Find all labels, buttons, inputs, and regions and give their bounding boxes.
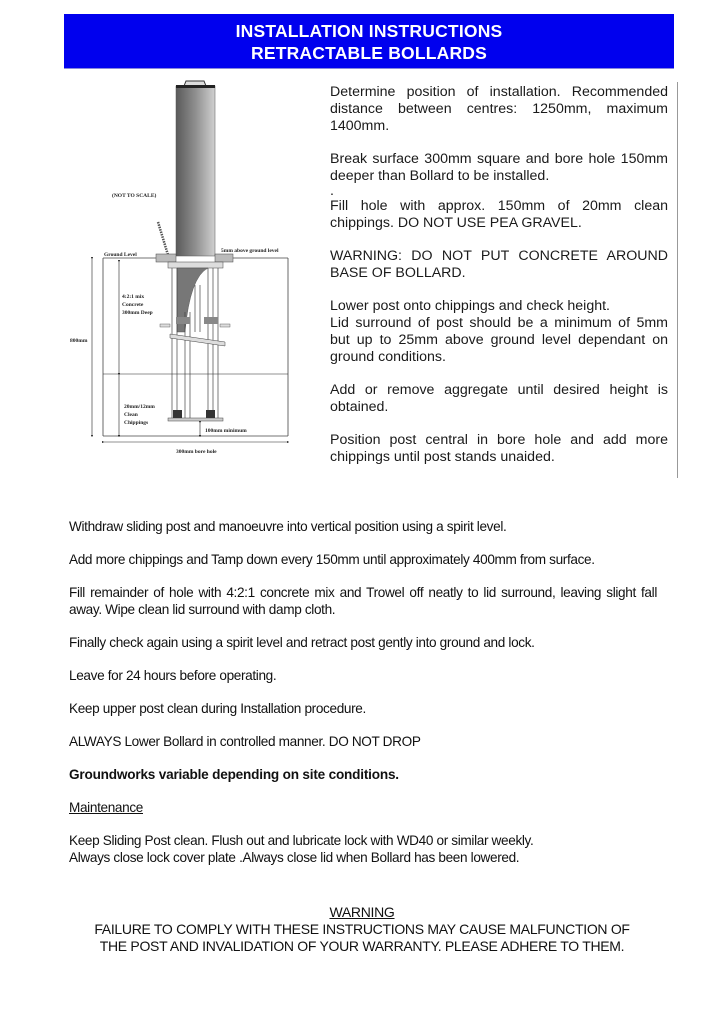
concrete-label-2: Concrete	[122, 302, 144, 308]
step-keep-clean: Keep upper post clean during Installation procedure.	[69, 701, 366, 716]
chippings-label-3: Chippings	[124, 420, 149, 426]
step-break-surface: Break surface 300mm square and bore hole 150mm deeper than Bollard to be installed.	[330, 151, 668, 184]
warning-title: WARNING	[329, 904, 395, 920]
step-fill-concrete: Fill remainder of hole with 4:2:1 concrete mix and Trowel off neatly to lid surround, leaving slight fall away. Wipe clean lid surround with damp cloth.	[69, 585, 657, 617]
step-position: Determine position of installation. Recommended distance between centres: 1250mm, maximum 1400mm.	[330, 84, 668, 134]
base-plate	[168, 418, 223, 421]
warranty-warning	[62, 904, 662, 955]
warning-line-2: THE POST AND INVALIDATION OF YOUR WARRANTY. PLEASE ADHERE TO THEM.	[99, 938, 625, 954]
title-line-1: INSTALLATION INSTRUCTIONS	[235, 21, 503, 41]
lid-surround-right	[215, 254, 233, 262]
warning-line-1: FAILURE TO COMPLY WITH THESE INSTRUCTIONS MAY CAUSE MALFUNCTION OF	[94, 921, 630, 937]
lock-bar	[170, 334, 225, 346]
step-tamp: Add more chippings and Tamp down every 150mm until approximately 400mm from surface.	[69, 552, 595, 567]
installation-steps-lower	[69, 518, 657, 866]
chippings-label-1: 20mm/12mm	[124, 404, 155, 410]
step-lower-controlled: ALWAYS Lower Bollard in controlled manner. DO NOT DROP	[69, 734, 421, 749]
not-to-scale-label: (NOT TO SCALE)	[112, 193, 157, 199]
bollard-post	[176, 86, 215, 256]
step-lid-surround: Lid surround of post should be a minimum of 5mm but up to 25mm above ground level dependant on ground conditions.	[330, 315, 668, 365]
vertical-rule	[677, 82, 678, 478]
maintenance-heading: Maintenance	[69, 800, 143, 815]
step-leave: Leave for 24 hours before operating.	[69, 668, 277, 683]
warning-concrete: WARNING: DO NOT PUT CONCRETE AROUND BASE OF BOLLARD.	[330, 248, 668, 281]
bollard-installation-diagram	[40, 72, 320, 462]
title-banner	[64, 14, 674, 69]
installation-steps-right	[330, 84, 668, 482]
chippings-label-2: Clean	[124, 412, 138, 418]
depth-label: 800mm	[70, 338, 88, 344]
maintenance-line-2: Always close lock cover plate .Always close lid when Bollard has been lowered.	[69, 850, 520, 865]
above-ground-label: 5mm above ground level	[221, 248, 279, 254]
ground-level-label: Ground Level	[104, 252, 137, 258]
step-final-check: Finally check again using a spirit level and retract post gently into ground and lock.	[69, 635, 535, 650]
groundworks-note: Groundworks variable depending on site conditions.	[69, 767, 399, 782]
concrete-label-1: 4:2:1 mix	[122, 294, 145, 300]
step-aggregate: Add or remove aggregate until desired height is obtained.	[330, 382, 668, 415]
step-fill-hole: Fill hole with approx. 150mm of 20mm clean chippings. DO NOT USE PEA GRAVEL.	[330, 198, 668, 231]
minimum-label: 100mm minimum	[205, 428, 247, 434]
lid-arm	[158, 222, 168, 255]
concrete-label-3: 300mm Deep	[122, 310, 153, 316]
step-position-post: Position post central in bore hole and add more chippings until post stands unaided.	[330, 432, 668, 465]
step-withdraw: Withdraw sliding post and manoeuvre into vertical position using a spirit level.	[69, 519, 507, 534]
maintenance-line-1: Keep Sliding Post clean. Flush out and lubricate lock with WD40 or similar weekly.	[69, 833, 534, 848]
bore-hole-label: 300mm bore hole	[176, 449, 217, 455]
stray-dot: .	[330, 183, 334, 199]
title-line-2: RETRACTABLE BOLLARDS	[250, 43, 488, 63]
lid-surround-left	[156, 254, 176, 262]
step-lower-post: Lower post onto chippings and check height.	[330, 298, 610, 314]
